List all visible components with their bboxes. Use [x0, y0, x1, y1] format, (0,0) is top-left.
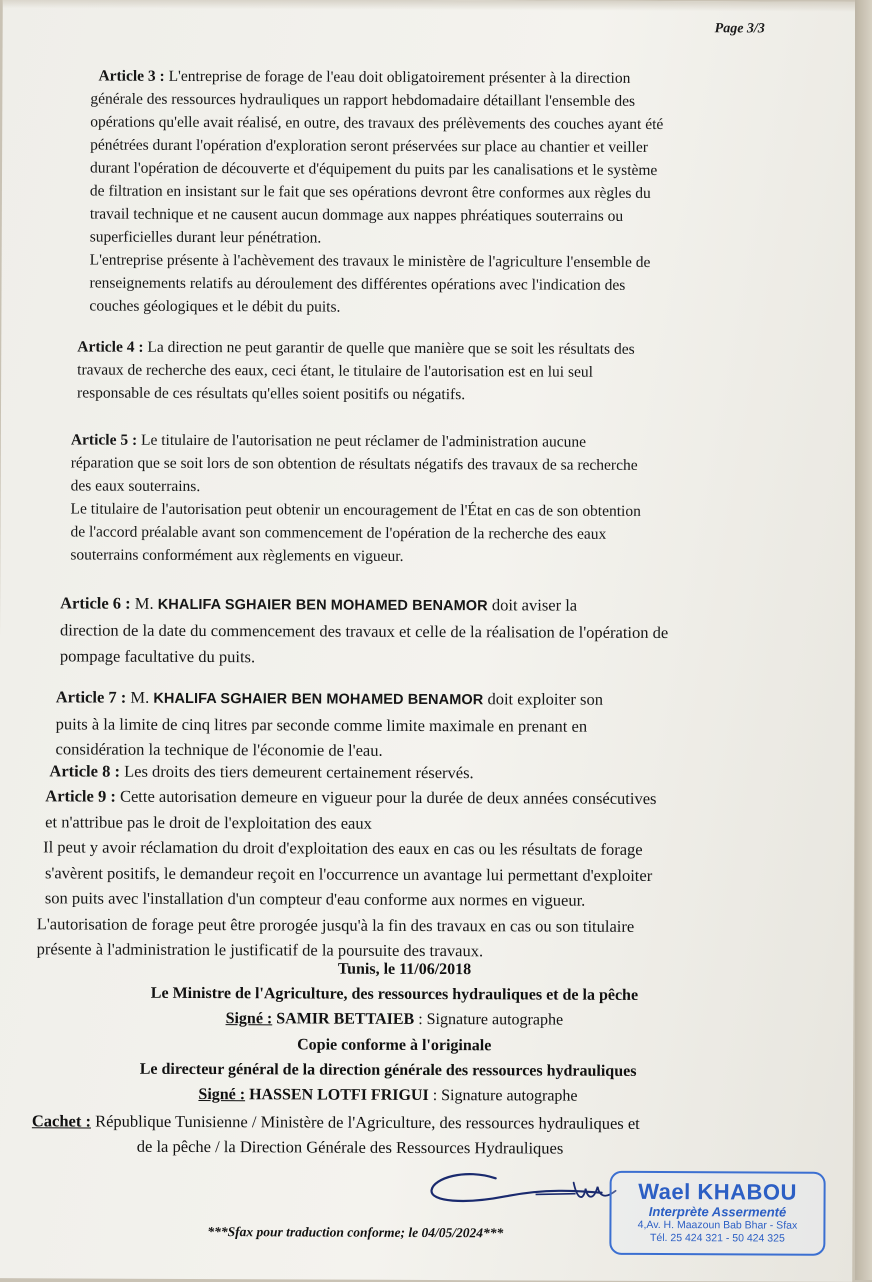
stamp-name: Wael KHABOU	[638, 1178, 797, 1205]
article-8	[49, 758, 759, 786]
article-9-line: Il peut y avoir réclamation du droit d'exploitation des eaux en cas ou les résultats de forage	[43, 837, 643, 859]
director-name: HASSEN LOTFI FRIGUI	[249, 1086, 429, 1105]
translator-stamp	[609, 1171, 825, 1256]
article-5-line: Le titulaire de l'autorisation ne peut réclamer de l'administration aucune	[140, 431, 587, 451]
translation-footer: ***Sfax pour traduction conforme; le 04/05/2024***	[207, 1224, 504, 1241]
signed-label: Signé :	[198, 1086, 246, 1104]
article-4-label: Article 4 :	[77, 338, 144, 356]
article-7-name: KHALIFA SGHAIER BEN MOHAMED BENAMOR	[153, 690, 484, 709]
page-edge-shadow	[855, 0, 872, 1280]
article-3-line: couches géologiques et le débit du puits.	[89, 297, 341, 316]
handwritten-signature	[425, 1160, 625, 1221]
article-9	[36, 783, 758, 965]
article-5-line: de l'accord préalable avant son commencement de l'opération de la recherche des eaux	[70, 523, 607, 543]
cachet-line: de la pêche / la Direction Générale des Ressources Hydrauliques	[136, 1136, 564, 1158]
article-9-label: Article 9 :	[45, 786, 116, 806]
article-7-line: puits à la limite de cinq litres par seconde comme limite maximale en prenant en	[55, 714, 588, 736]
cachet-label: Cachet :	[31, 1111, 92, 1131]
article-3-line: superficielles durant leur pénétration.	[89, 228, 322, 247]
director-title: Le directeur général de la direction générale des ressources hydrauliques	[139, 1060, 637, 1080]
article-8-label: Article 8 :	[49, 761, 121, 781]
stamp-address: 4,Av. H. Maazoun Bab Bhar - Sfax	[637, 1218, 798, 1232]
minister-title: Le Ministre de l'Agriculture, des ressources hydrauliques et de la pêche	[150, 984, 639, 1004]
article-3-line: opérations qu'elle avait réalisé, en outre, des travaux des prélèvements des couches ayant été	[90, 113, 664, 134]
article-3-line: renseignements relatifs au déroulement des différentes opérations avec l'indication des	[89, 274, 626, 294]
signature-date: Tunis, le 11/06/2018	[337, 960, 472, 979]
article-3-line: L'entreprise présente à l'achèvement des travaux le ministère de l'agriculture l'ensemble de	[89, 251, 651, 271]
article-6-line: direction de la date du commencement des travaux et celle de la réalisation de l'opération de	[59, 620, 669, 643]
article-3-line: pénétrées durant l'opération d'exploration seront préservées sur place au chantier et veiller	[90, 136, 648, 156]
article-7-prefix: M.	[130, 687, 150, 707]
article-3-line: travail technique et ne causent aucun dommage aux nappes phréatiques souterrains ou	[89, 205, 624, 225]
article-6	[60, 590, 758, 672]
article-4-line: travaux de recherche des eaux, ceci étant, le titulaire de l'autorisation est en lui seul	[77, 361, 594, 381]
article-9-line: s'avèrent positifs, le demandeur reçoit en l'occurrence un avantage lui permettant d'exploiter	[44, 862, 653, 885]
article-3-line: de filtration en insistant sur le fait que ses opérations devront être conformes aux règles du	[89, 182, 651, 202]
autograph-note: : Signature autographe	[432, 1087, 578, 1105]
article-4-line: La direction ne peut garantir de quelle que manière que se soit les résultats des	[147, 338, 635, 358]
article-9-line: L'autorisation de forage peut être prorogée jusqu'à la fin des travaux en cas ou son titulaire	[36, 913, 635, 936]
article-5-line: réparation que se soit lors de son obtention de résultats négatifs des travaux de sa recherche	[70, 454, 638, 474]
article-3-line: générale des ressources hydrauliques un rapport hebdomadaire détaillant l'ensemble des	[90, 90, 636, 110]
article-9-line: son puits avec l'installation d'un compteur d'eau conforme aux normes en vigueur.	[44, 888, 586, 910]
article-3-line: L'entreprise de forage de l'eau doit obligatoirement présenter à la direction	[168, 67, 631, 87]
copy-conforme: Copie conforme à l'originale	[297, 1036, 492, 1055]
signed-label: Signé :	[225, 1010, 273, 1028]
page-top-shadow	[3, 0, 872, 12]
stamp-role: Interprète Assermenté	[648, 1203, 787, 1220]
article-5-line: Le titulaire de l'autorisation peut obtenir un encouragement de l'État en cas de son obtention	[70, 500, 641, 520]
cachet-block	[32, 1108, 772, 1161]
minister-signature	[0, 1006, 830, 1034]
article-4-line: responsable de ces résultats qu'elles soient positifs ou négatifs.	[77, 384, 466, 404]
article-3-line: durant l'opération de découverte et d'équipement du puits par les canalisations et le système	[90, 159, 658, 179]
article-5	[70, 428, 761, 569]
director-signature	[0, 1082, 824, 1110]
cachet-line: République Tunisienne / Ministère de l'Agriculture, des ressources hydrauliques et	[95, 1111, 640, 1133]
article-6-line: pompage facultative du puits.	[59, 646, 256, 667]
article-3	[89, 65, 762, 321]
article-5-line: des eaux souterrains.	[70, 477, 201, 496]
article-3-label: Article 3 :	[98, 67, 165, 85]
article-6-name: KHALIFA SGHAIER BEN MOHAMED BENAMOR	[157, 596, 488, 615]
article-7	[55, 684, 755, 764]
article-8-text: Les droits des tiers demeurent certainement réservés.	[124, 761, 474, 783]
article-9-line: Cette autorisation demeure en vigueur pour la durée de deux années consécutives	[119, 786, 657, 809]
article-9-line: et n'attribue pas le droit de l'exploitation des eaux	[45, 811, 372, 833]
article-7-line: considération la technique de l'économie de l'eau.	[55, 739, 383, 760]
autograph-note: : Signature autographe	[418, 1010, 564, 1029]
minister-name: SAMIR BETTAIEB	[276, 1010, 415, 1028]
page-number: Page 3/3	[714, 21, 765, 37]
article-6-label: Article 6 :	[60, 593, 131, 613]
article-6-line: doit aviser la	[491, 595, 578, 615]
article-7-label: Article 7 :	[55, 687, 127, 707]
article-9-line: présente à l'administration le justificatif de la poursuite des travaux.	[36, 939, 484, 961]
article-5-line: souterrains conformément aux règlements en vigueur.	[70, 546, 404, 565]
stamp-phone: Tél. 25 424 321 - 50 424 325	[649, 1231, 785, 1245]
article-6-prefix: M.	[134, 593, 154, 613]
article-4	[77, 335, 760, 407]
article-7-line: doit exploiter son	[487, 689, 604, 709]
article-5-label: Article 5 :	[70, 431, 138, 449]
